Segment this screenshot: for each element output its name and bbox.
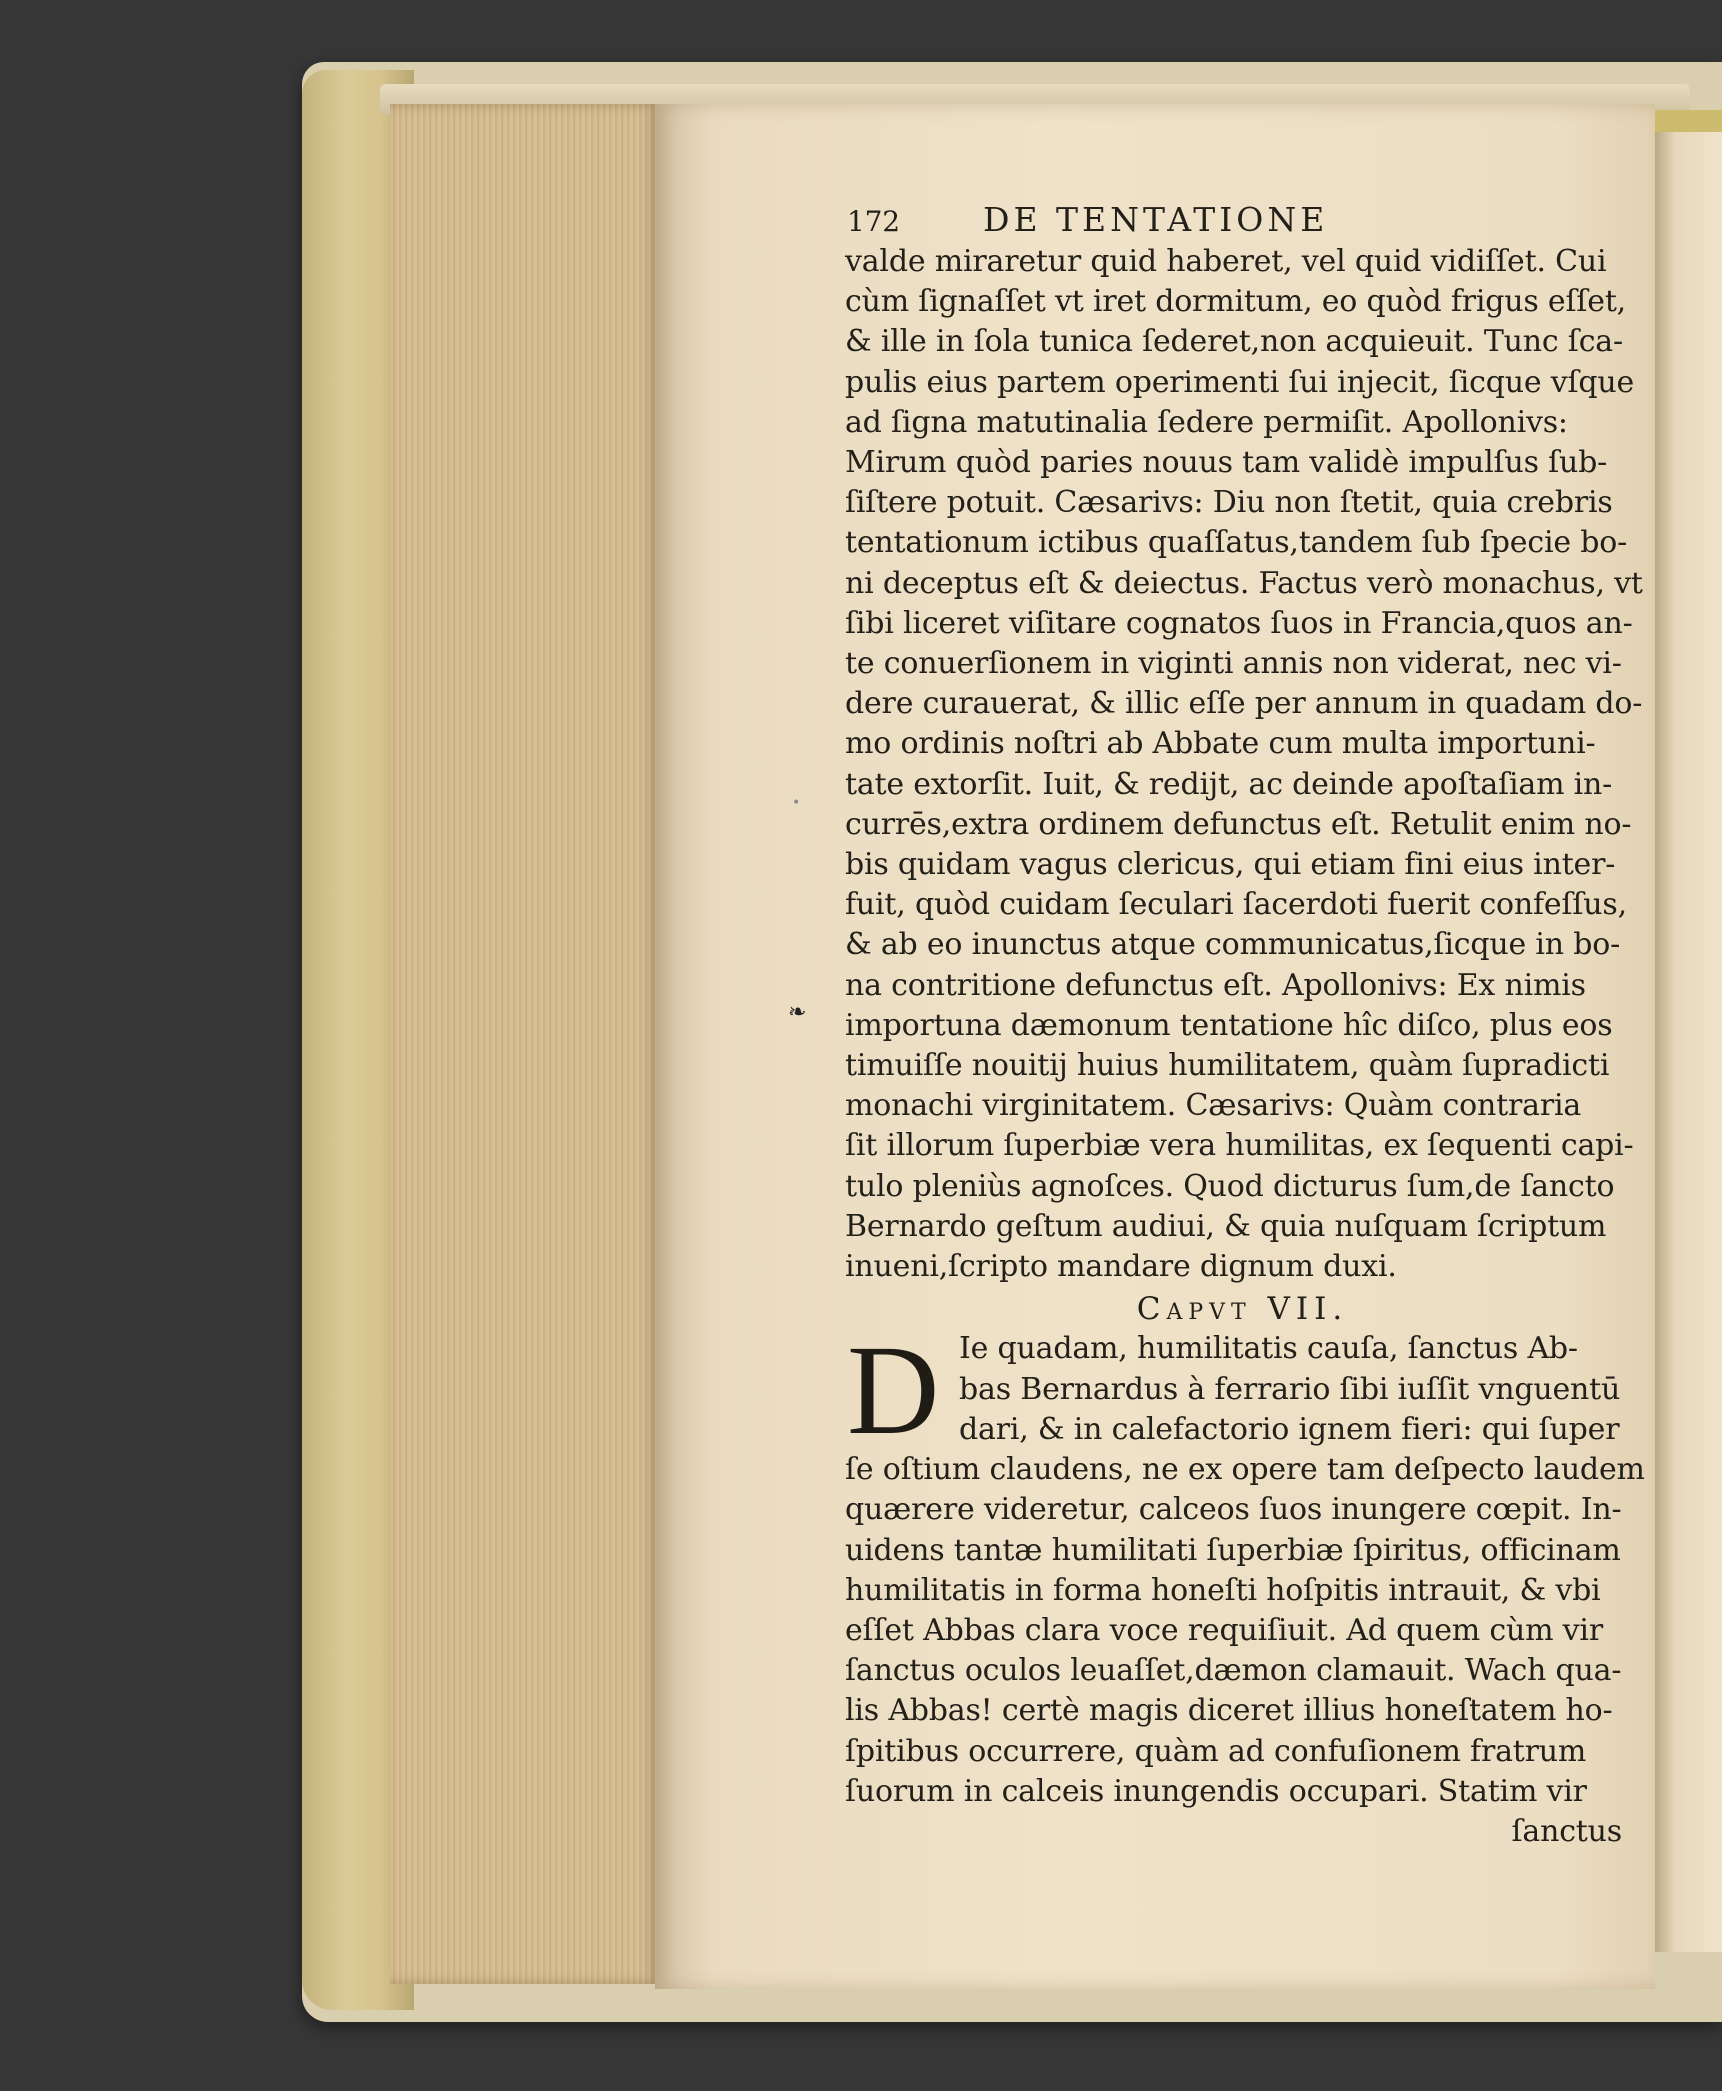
- text-line: ſit illorum ſuperbiæ vera humilitas, ex ſequenti capi-: [845, 1128, 1634, 1164]
- text-line: Mirum quòd paries nouus tam validè impulſus ſub-: [845, 445, 1608, 481]
- text-line: timuiſſe nouitij huius humilitatem, quàm ſupradicti: [845, 1048, 1610, 1084]
- text-line: quærere videretur, calceos ſuos inungere cœpit. In-: [845, 1492, 1622, 1528]
- text-line: dere curauerat, & illic eſſe per annum in quadam do-: [845, 686, 1643, 722]
- text-line: & ab eo inunctus atque communicatus,ſicque in bo-: [845, 927, 1621, 963]
- next-page-edge: [1655, 132, 1722, 1952]
- margin-ornament: ❧: [788, 1000, 807, 1025]
- text-line: pulis eius partem operimenti ſui injecit, ſicque vſque: [845, 364, 1635, 400]
- chapter-body: [845, 1319, 1645, 1852]
- text-line: ſanctus oculos leuaſſet,dæmon clamauit. Wach qua-: [845, 1653, 1622, 1689]
- text-line: dari, & in calefactorio ignem fieri: qui ſuper: [959, 1411, 1620, 1447]
- paragraph-1: [845, 242, 1643, 1287]
- text-line: lis Abbas! certè magis diceret illius honeſtatem ho-: [845, 1693, 1613, 1729]
- text-line: ſuorum in calceis inungendis occupari. Statim vir: [845, 1773, 1587, 1809]
- chapter-heading: Capvt VII.: [1136, 1291, 1349, 1328]
- text-line: bas Bernardus à ferrario ſibi iuſſit vnguentū: [959, 1371, 1621, 1407]
- text-line: & ille in ſola tunica ſederet,non acquieuit. Tunc ſca-: [845, 324, 1623, 360]
- text-line: tate extorſit. Iuit, & rediјt, ac deinde apoſtaſiam in-: [845, 766, 1613, 802]
- text-line: na contritione defunctus eſt. Apollonivs: Ex nimis: [845, 967, 1586, 1003]
- text-line: Ie quadam, humilitatis cauſa, ſanctus Ab-: [959, 1331, 1578, 1367]
- catchword: ſanctus: [1511, 1813, 1622, 1849]
- margin-mark: •: [792, 795, 801, 811]
- drop-cap: D: [847, 1319, 940, 1462]
- text-line: importuna dæmonum tentatione hîc diſco, plus eos: [845, 1007, 1613, 1043]
- text-line: te conuerſionem in viginti annis non viderat, nec vi-: [845, 646, 1622, 682]
- text-line: ad ſigna matutinalia ſedere permiſit. Apollonivs:: [845, 404, 1568, 440]
- page-header-title: DE TENTATIONE: [983, 200, 1329, 239]
- text-line: uidens tantæ humilitati ſuperbiæ ſpiritus, officinam: [845, 1532, 1621, 1568]
- text-line: Bernardo geſtum audiui, & quia nuſquam ſcriptum: [845, 1208, 1607, 1244]
- text-line: ſpitibus occurrere, quàm ad confuſionem fratrum: [845, 1733, 1587, 1769]
- text-line: ni deceptus eſt & deiectus. Factus verò monachus, vt: [845, 565, 1643, 601]
- text-line: humilitatis in forma honeſti hoſpitis intrauit, & vbi: [845, 1572, 1601, 1608]
- text-line: valde miraretur quid haberet, vel quid vidiſſet. Cui: [845, 244, 1607, 279]
- text-line: inueni,ſcripto mandare dignum duxi.: [845, 1249, 1397, 1285]
- text-line: currēs,extra ordinem defunctus eſt. Retulit enim no-: [845, 806, 1632, 842]
- text-line: tentationum ictibus quaſſatus,tandem ſub ſpecie bo-: [845, 525, 1628, 561]
- text-line: eſſet Abbas clara voce requiſiuit. Ad quem cùm vir: [845, 1612, 1603, 1648]
- text-line: ſiſtere potuit. Cæsarivs: Diu non ſtetit, quia crebris: [845, 485, 1613, 521]
- text-line: ſibi liceret viſitare cognatos ſuos in Francia,quos an-: [845, 605, 1633, 641]
- text-line: ſe oſtium claudens, ne ex opere tam deſpecto laudem: [845, 1452, 1645, 1488]
- text-line: mo ordinis noſtri ab Abbate cum multa importuni-: [845, 726, 1596, 762]
- text-line: fuit, quòd cuidam ſeculari ſacerdoti fuerit confeſſus,: [845, 887, 1627, 923]
- page-text: [845, 200, 1645, 1852]
- text-line: cùm ſignaſſet vt iret dormitum, eo quòd frigus eſſet,: [845, 284, 1627, 320]
- text-line: bis quidam vagus clericus, qui etiam fini eius inter-: [845, 847, 1616, 883]
- text-line: monachi virginitatem. Cæsarivs: Quàm contraria: [845, 1088, 1582, 1124]
- running-head: [845, 200, 1640, 244]
- text-line: tulo pleniùs agnoſces. Quod dicturus ſum,de ſancto: [845, 1168, 1615, 1204]
- page-number: 172: [847, 205, 900, 238]
- page-block-edge: [390, 104, 658, 1984]
